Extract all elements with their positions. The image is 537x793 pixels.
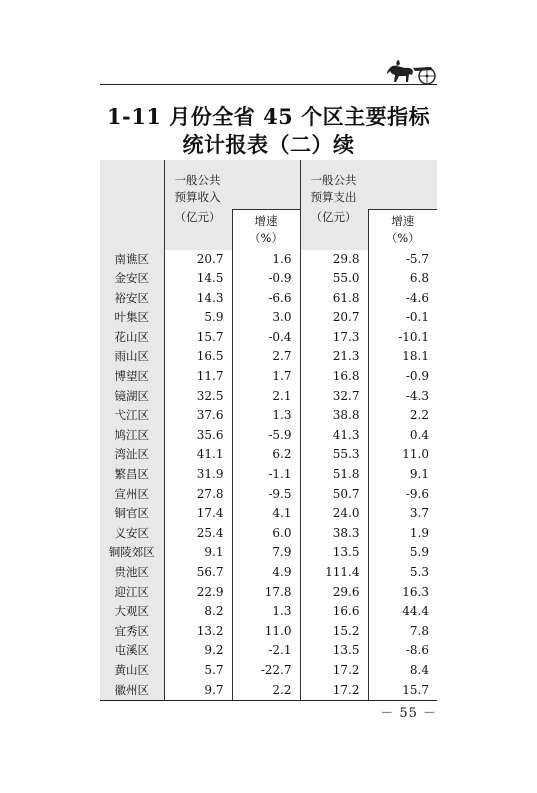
region-name: 黄山区 xyxy=(100,661,164,681)
expenditure-value: 38.8 xyxy=(300,406,368,426)
expenditure-growth-value: -4.3 xyxy=(368,387,437,407)
table-row xyxy=(100,661,437,681)
table-row xyxy=(100,367,437,387)
expenditure-value: 61.8 xyxy=(300,289,368,309)
revenue-growth-value: 4.9 xyxy=(232,563,300,583)
revenue-growth-value: 4.1 xyxy=(232,504,300,524)
revenue-header-line2: 预算收入 xyxy=(174,190,221,204)
region-name: 雨山区 xyxy=(100,347,164,367)
revenue-value: 14.5 xyxy=(164,269,232,289)
revenue-growth-value: -0.4 xyxy=(232,328,300,348)
region-name: 博望区 xyxy=(100,367,164,387)
revenue-growth-value: 2.7 xyxy=(232,347,300,367)
revenue-growth-value: -5.9 xyxy=(232,426,300,446)
table-row xyxy=(100,347,437,367)
expenditure-growth-value: 44.4 xyxy=(368,602,437,622)
region-column-header xyxy=(100,160,164,250)
revenue-value: 56.7 xyxy=(164,563,232,583)
revenue-value: 14.3 xyxy=(164,289,232,309)
expenditure-growth-value: -9.6 xyxy=(368,485,437,505)
revenue-value: 13.2 xyxy=(164,622,232,642)
report-title-line2: 统计报表（二）续 xyxy=(182,132,355,157)
expenditure-value: 41.3 xyxy=(300,426,368,446)
revenue-value: 9.2 xyxy=(164,641,232,661)
revenue-growth-value: 7.9 xyxy=(232,543,300,563)
revenue-value: 37.6 xyxy=(164,406,232,426)
region-name: 镜湖区 xyxy=(100,387,164,407)
expenditure-growth-value: -8.6 xyxy=(368,641,437,661)
expenditure-value: 16.6 xyxy=(300,602,368,622)
report-title-line1: 1-11 月份全省 45 个区主要指标 xyxy=(106,104,431,129)
revenue-growth-value: -22.7 xyxy=(232,661,300,681)
revenue-value: 9.7 xyxy=(164,681,232,701)
page-number: － 55 － xyxy=(380,706,437,721)
region-name: 叶集区 xyxy=(100,308,164,328)
revenue-value: 16.5 xyxy=(164,347,232,367)
expenditure-value: 20.7 xyxy=(300,308,368,328)
revenue-column-header xyxy=(164,160,232,209)
table-row xyxy=(100,250,437,270)
revenue-header-unit: （亿元） xyxy=(174,210,221,224)
table-row xyxy=(100,524,437,544)
expenditure-value: 17.2 xyxy=(300,661,368,681)
expenditure-growth-value: 7.8 xyxy=(368,622,437,642)
revenue-growth-value: 1.3 xyxy=(232,406,300,426)
table-row xyxy=(100,289,437,309)
expenditure-header-line2: 预算支出 xyxy=(310,190,357,204)
revenue-value: 35.6 xyxy=(164,426,232,446)
revenue-value: 11.7 xyxy=(164,367,232,387)
table-row xyxy=(100,543,437,563)
region-name: 花山区 xyxy=(100,328,164,348)
revenue-growth-value: 1.3 xyxy=(232,602,300,622)
revenue-value: 5.9 xyxy=(164,308,232,328)
revenue-value: 8.2 xyxy=(164,602,232,622)
expenditure-value: 13.5 xyxy=(300,641,368,661)
table-row xyxy=(100,622,437,642)
region-name: 湾沚区 xyxy=(100,445,164,465)
expenditure-value: 21.3 xyxy=(300,347,368,367)
region-name: 宣州区 xyxy=(100,485,164,505)
expenditure-growth-value: -4.6 xyxy=(368,289,437,309)
revenue-growth-value: 11.0 xyxy=(232,622,300,642)
revenue-growth-value: 17.8 xyxy=(232,583,300,603)
expenditure-value: 15.2 xyxy=(300,622,368,642)
revenue-growth-value: -9.5 xyxy=(232,485,300,505)
revenue-growth-value: 3.0 xyxy=(232,308,300,328)
table-row xyxy=(100,583,437,603)
expenditure-value: 13.5 xyxy=(300,543,368,563)
region-name: 屯溪区 xyxy=(100,641,164,661)
revenue-value: 31.9 xyxy=(164,465,232,485)
revenue-growth-value: 2.1 xyxy=(232,387,300,407)
expenditure-growth-value: 11.0 xyxy=(368,445,437,465)
expenditure-growth-value: 0.4 xyxy=(368,426,437,446)
table-row xyxy=(100,328,437,348)
table-row xyxy=(100,387,437,407)
expenditure-value: 17.3 xyxy=(300,328,368,348)
revenue-value: 20.7 xyxy=(164,250,232,270)
expenditure-growth-value: 5.3 xyxy=(368,563,437,583)
revenue-growth-unit: （%） xyxy=(249,230,283,245)
revenue-value: 9.1 xyxy=(164,543,232,563)
horse-carriage-logo xyxy=(383,58,439,86)
region-name: 铜陵郊区 xyxy=(100,543,164,563)
expenditure-value: 29.6 xyxy=(300,583,368,603)
expenditure-growth-header xyxy=(368,209,437,250)
region-name: 宜秀区 xyxy=(100,622,164,642)
expenditure-header-unit: （亿元） xyxy=(310,210,357,224)
revenue-growth-value: 6.2 xyxy=(232,445,300,465)
region-name: 大观区 xyxy=(100,602,164,622)
region-name: 南谯区 xyxy=(100,250,164,270)
table-row xyxy=(100,308,437,328)
revenue-growth-value: -2.1 xyxy=(232,641,300,661)
expenditure-value: 55.3 xyxy=(300,445,368,465)
expenditure-growth-value: 5.9 xyxy=(368,543,437,563)
statistics-table xyxy=(100,160,437,701)
expenditure-header-line1: 一般公共 xyxy=(310,173,357,187)
region-name: 鸠江区 xyxy=(100,426,164,446)
table-row xyxy=(100,269,437,289)
revenue-value: 25.4 xyxy=(164,524,232,544)
revenue-value: 17.4 xyxy=(164,504,232,524)
expenditure-growth-value: -0.1 xyxy=(368,308,437,328)
region-name: 裕安区 xyxy=(100,289,164,309)
expenditure-growth-value: 9.1 xyxy=(368,465,437,485)
region-name: 迎江区 xyxy=(100,583,164,603)
revenue-growth-value: -6.6 xyxy=(232,289,300,309)
table-row xyxy=(100,681,437,701)
expenditure-growth-unit: （%） xyxy=(385,230,420,245)
expenditure-value: 111.4 xyxy=(300,563,368,583)
revenue-growth-label: 增速 xyxy=(254,213,278,228)
revenue-growth-value: 2.2 xyxy=(232,681,300,701)
expenditure-value: 16.8 xyxy=(300,367,368,387)
expenditure-growth-value: -5.7 xyxy=(368,250,437,270)
region-name: 弋江区 xyxy=(100,406,164,426)
expenditure-growth-value: 18.1 xyxy=(368,347,437,367)
expenditure-value: 38.3 xyxy=(300,524,368,544)
table-row xyxy=(100,406,437,426)
table-body xyxy=(100,250,437,701)
expenditure-column-header xyxy=(300,160,368,209)
revenue-growth-value: 1.6 xyxy=(232,250,300,270)
region-name: 繁昌区 xyxy=(100,465,164,485)
revenue-value: 27.8 xyxy=(164,485,232,505)
region-name: 铜官区 xyxy=(100,504,164,524)
region-name: 义安区 xyxy=(100,524,164,544)
table-row xyxy=(100,504,437,524)
revenue-header-line1: 一般公共 xyxy=(174,173,221,187)
expenditure-value: 29.8 xyxy=(300,250,368,270)
expenditure-growth-value: 16.3 xyxy=(368,583,437,603)
region-name: 徽州区 xyxy=(100,681,164,701)
expenditure-growth-label: 增速 xyxy=(391,213,415,228)
table-row xyxy=(100,426,437,446)
expenditure-growth-value: 15.7 xyxy=(368,681,437,701)
expenditure-growth-value: 6.8 xyxy=(368,269,437,289)
expenditure-value: 50.7 xyxy=(300,485,368,505)
expenditure-value: 17.2 xyxy=(300,681,368,701)
table-row xyxy=(100,485,437,505)
expenditure-growth-value: -0.9 xyxy=(368,367,437,387)
revenue-growth-value: 1.7 xyxy=(232,367,300,387)
region-name: 金安区 xyxy=(100,269,164,289)
revenue-value: 5.7 xyxy=(164,661,232,681)
revenue-value: 41.1 xyxy=(164,445,232,465)
expenditure-growth-value: 8.4 xyxy=(368,661,437,681)
expenditure-growth-value: 1.9 xyxy=(368,524,437,544)
table-row xyxy=(100,563,437,583)
table-row xyxy=(100,445,437,465)
region-name: 贵池区 xyxy=(100,563,164,583)
revenue-value: 32.5 xyxy=(164,387,232,407)
table-row xyxy=(100,602,437,622)
revenue-growth-value: -0.9 xyxy=(232,269,300,289)
revenue-growth-value: 6.0 xyxy=(232,524,300,544)
expenditure-growth-value: 3.7 xyxy=(368,504,437,524)
expenditure-value: 51.8 xyxy=(300,465,368,485)
expenditure-growth-value: -10.1 xyxy=(368,328,437,348)
revenue-value: 22.9 xyxy=(164,583,232,603)
table-header xyxy=(100,160,437,250)
expenditure-growth-value: 2.2 xyxy=(368,406,437,426)
table-row xyxy=(100,465,437,485)
table-row xyxy=(100,641,437,661)
revenue-growth-header xyxy=(232,209,300,250)
revenue-value: 15.7 xyxy=(164,328,232,348)
expenditure-value: 32.7 xyxy=(300,387,368,407)
expenditure-value: 24.0 xyxy=(300,504,368,524)
revenue-growth-value: -1.1 xyxy=(232,465,300,485)
expenditure-value: 55.0 xyxy=(300,269,368,289)
